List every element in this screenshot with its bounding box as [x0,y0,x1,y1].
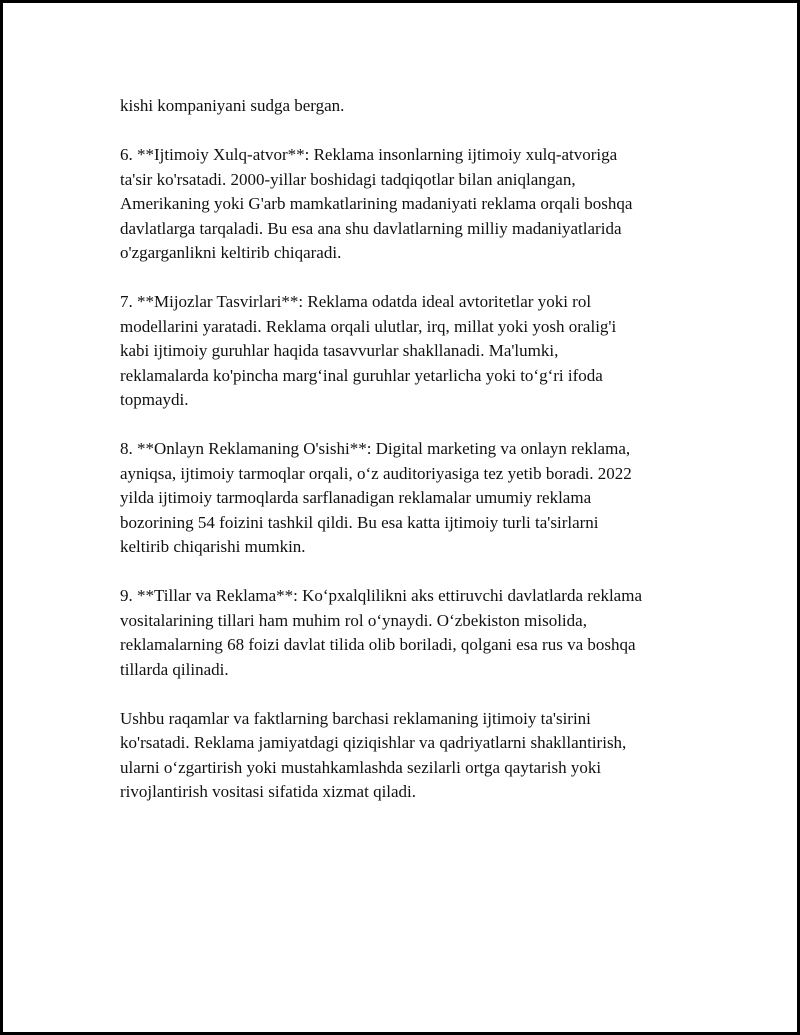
text-line: 9. **Tillar va Reklama**: Ko‘pxalqlilikni aks ettiruvchi davlatlarda reklama [120,586,642,605]
text-line: davlatlarga tarqaladi. Bu esa ana shu davlatlarning milliy madaniyatlarida [120,218,622,238]
text-line: ayniqsa, ijtimoiy tarmoqlar orqali, o‘z auditoriyasiga tez yetib boradi. 2022 [120,463,632,483]
paragraph-conclusion [120,707,710,805]
text-line: rivojlantirish vositasi sifatida xizmat qiladi. [120,782,417,801]
paragraph-item-7 [120,290,710,413]
text-line: modellarini yaratadi. Reklama orqali ulutlar, irq, millat yoki yosh oralig'i [120,316,617,336]
text-line: 7. **Mijozlar Tasvirlari**: Reklama odatda ideal avtoritetlar yoki rol [120,292,592,311]
text-line: vositalarining tillari ham muhim rol o‘ynaydi. O‘zbekiston misolida, [120,610,587,630]
paragraph-item-8 [120,437,710,560]
text-line: bozorining 54 foizini tashkil qildi. Bu esa katta ijtimoiy turli ta'sirlarni [120,512,599,532]
paragraph-item-9 [120,584,710,682]
text-line: ko'rsatadi. Reklama jamiyatdagi qiziqishlar va qadriyatlarni shakllantirish, [120,733,627,752]
paragraph-continuation [120,94,710,119]
text-line: ularni o‘zgartirish yoki mustahkamlashda sezilarli ortga qaytarish yoki [120,757,602,777]
text-line: ta'sir ko'rsatadi. 2000-yillar boshidagi tadqiqotlar bilan aniqlangan, [120,169,576,189]
text-line: keltirib chiqarishi mumkin. [120,537,306,556]
document-body [120,94,710,829]
text-line: reklamalarning 68 foizi davlat tilida olib boriladi, qolgani esa rus va boshqa [120,635,636,654]
paragraph-item-6 [120,143,710,266]
text-line: kabi ijtimoiy guruhlar haqida tasavvurlar shakllanadi. Ma'lumki, [120,341,559,360]
text-line: yilda ijtimoiy tarmoqlarda sarflanadigan reklamalar umumiy reklama [120,488,592,507]
text-line: Amerikaning yoki G'arb mamkatlarining madaniyati reklama orqali boshqa [120,194,633,213]
text-line: tillarda qilinadi. [120,659,229,679]
text-line: o'zgarganlikni keltirib chiqaradi. [120,243,342,262]
text-line: reklamalarda ko'pincha marg‘inal guruhlar yetarlicha yoki to‘g‘ri ifoda [120,365,603,385]
text-line: Ushbu raqamlar va faktlarning barchasi reklamaning ijtimoiy ta'sirini [120,708,591,728]
text-line: kishi kompaniyani sudga bergan. [120,96,345,115]
text-line: topmaydi. [120,390,189,409]
text-line: 8. **Onlayn Reklamaning O'sishi**: Digital marketing va onlayn reklama, [120,439,631,458]
text-line: 6. **Ijtimoiy Xulq-atvor**: Reklama insonlarning ijtimoiy xulq-atvoriga [120,145,618,164]
